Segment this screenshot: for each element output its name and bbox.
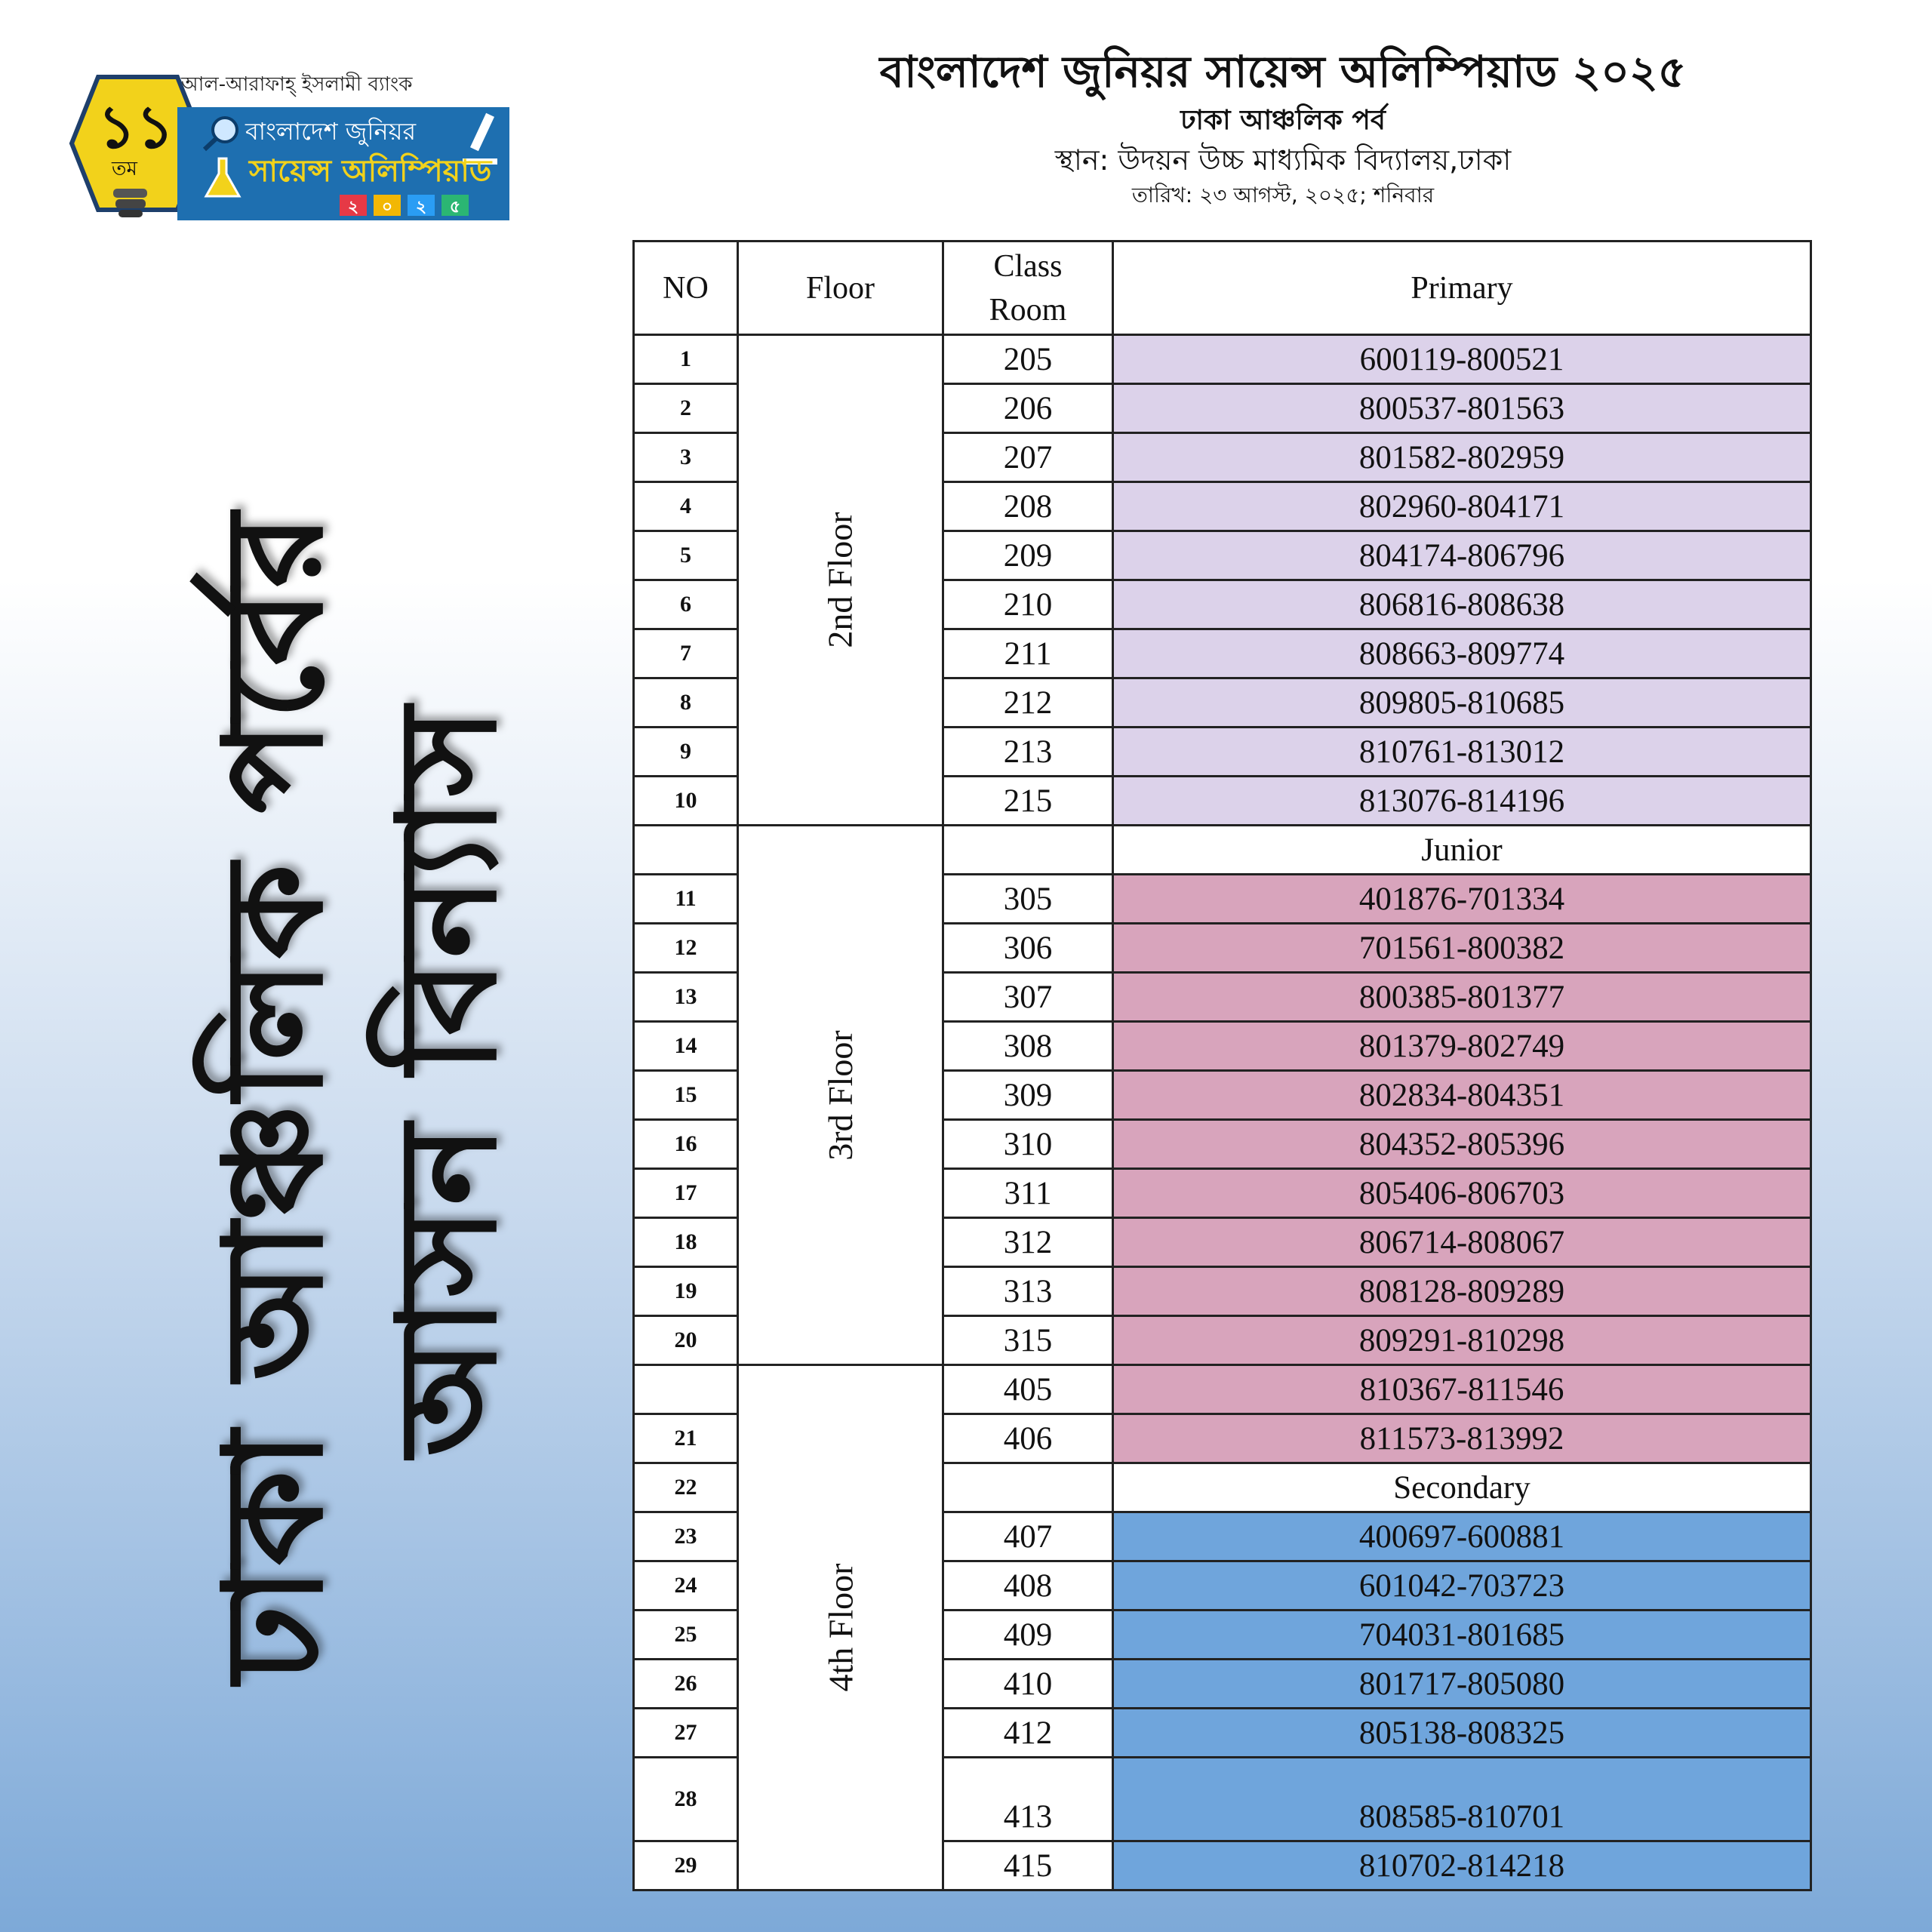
side-title-line1: ঢাকা আঞ্চলিক পর্বের	[195, 512, 353, 1683]
logo-year-digit-2: ০	[381, 198, 393, 217]
header-primary: Primary	[1113, 242, 1811, 335]
row-room: 410	[943, 1660, 1113, 1709]
row-roll-range: 813076-814196	[1113, 777, 1811, 826]
bulb-icon	[113, 189, 147, 217]
logo-line1: বাংলাদেশ জুনিয়র	[245, 117, 417, 146]
secondary-section-label: Secondary	[1113, 1463, 1811, 1512]
row-roll-range: 808663-809774	[1113, 629, 1811, 678]
row-no: 15	[634, 1071, 738, 1120]
row-no: 6	[634, 580, 738, 629]
logo-year-digit-1: ২	[347, 198, 359, 217]
logo-edition-suffix: তম	[112, 158, 137, 180]
row-room: 415	[943, 1841, 1113, 1890]
row-roll-range: 810761-813012	[1113, 728, 1811, 777]
row-room: 312	[943, 1218, 1113, 1267]
row-no: 27	[634, 1709, 738, 1758]
row-roll-range: 809805-810685	[1113, 678, 1811, 728]
row-roll-range: 800537-801563	[1113, 384, 1811, 433]
row-roll-range: 805138-808325	[1113, 1709, 1811, 1758]
document-subtitle: ঢাকা আঞ্চলিক পর্ব	[1180, 105, 1386, 136]
row-room: 308	[943, 1022, 1113, 1071]
row-no: 13	[634, 973, 738, 1022]
row-room: 210	[943, 580, 1113, 629]
row-no: 7	[634, 629, 738, 678]
row-roll-range: 802960-804171	[1113, 482, 1811, 531]
row-roll-range: 801717-805080	[1113, 1660, 1811, 1709]
logo-edition-number: ১১	[97, 94, 174, 162]
junior-section-label: Junior	[1113, 826, 1811, 875]
row-room: 211	[943, 629, 1113, 678]
row-room: 315	[943, 1316, 1113, 1365]
floor-cell	[738, 826, 943, 1365]
row-room: 213	[943, 728, 1113, 777]
row-roll-range: 808585-810701	[1113, 1758, 1811, 1841]
row-room: 306	[943, 924, 1113, 973]
seat-plan-body	[634, 335, 1811, 1890]
row-no: 2	[634, 384, 738, 433]
row-no: 26	[634, 1660, 738, 1709]
row-roll-range: 806816-808638	[1113, 580, 1811, 629]
row-room: 307	[943, 973, 1113, 1022]
row-no: 10	[634, 777, 738, 826]
table-header-row	[634, 242, 1811, 335]
row-no: 20	[634, 1316, 738, 1365]
row-room: 212	[943, 678, 1113, 728]
row-no: 1	[634, 335, 738, 384]
row-roll-range: 800385-801377	[1113, 973, 1811, 1022]
document-venue: স্থান: উদয়ন উচ্চ মাধ্যমিক বিদ্যালয়,ঢাকা	[1054, 143, 1512, 177]
row-roll-range: 804174-806796	[1113, 531, 1811, 580]
floor-label: 4th Floor	[821, 1563, 860, 1692]
row-roll-range: 810702-814218	[1113, 1841, 1811, 1890]
row-no: 23	[634, 1512, 738, 1561]
row-room: 408	[943, 1561, 1113, 1611]
table-row	[634, 1365, 1811, 1414]
row-roll-range: 810367-811546	[1113, 1365, 1811, 1414]
logo-year-digit-3: ২	[415, 198, 427, 217]
floor-label: 3rd Floor	[821, 1029, 860, 1161]
logo-line2: সায়েন্স অলিম্পিয়াড	[249, 154, 492, 189]
row-no: 3	[634, 433, 738, 482]
row-roll-range: 601042-703723	[1113, 1561, 1811, 1611]
row-room: 208	[943, 482, 1113, 531]
row-room: 311	[943, 1169, 1113, 1218]
row-room: 409	[943, 1611, 1113, 1660]
row-room: 215	[943, 777, 1113, 826]
row-room: 313	[943, 1267, 1113, 1316]
row-room: 405	[943, 1365, 1113, 1414]
junior-section-row	[634, 826, 1811, 875]
row-roll-range: 811573-813992	[1113, 1414, 1811, 1463]
olympiad-logo	[64, 68, 517, 223]
document-header	[755, 42, 1811, 211]
row-no: 14	[634, 1022, 738, 1071]
floor-cell	[738, 335, 943, 826]
row-no: 9	[634, 728, 738, 777]
side-title-line2: আসন বিন্যাস	[369, 705, 527, 1457]
row-roll-range: 806714-808067	[1113, 1218, 1811, 1267]
row-no: 25	[634, 1611, 738, 1660]
header-no: NO	[634, 242, 738, 335]
row-room: 207	[943, 433, 1113, 482]
row-no: 18	[634, 1218, 738, 1267]
table-row	[634, 335, 1811, 384]
row-room: 412	[943, 1709, 1113, 1758]
seat-plan-table	[632, 240, 1812, 1891]
row-room: 310	[943, 1120, 1113, 1169]
row-roll-range: 801379-802749	[1113, 1022, 1811, 1071]
row-roll-range: 808128-809289	[1113, 1267, 1811, 1316]
row-room: 309	[943, 1071, 1113, 1120]
row-no: 21	[634, 1414, 738, 1463]
logo-graphic	[64, 68, 517, 223]
row-roll-range: 804352-805396	[1113, 1120, 1811, 1169]
document-title: বাংলাদেশ জুনিয়র সায়েন্স অলিম্পিয়াড ২০২৫	[879, 46, 1687, 97]
row-roll-range: 805406-806703	[1113, 1169, 1811, 1218]
row-no: 8	[634, 678, 738, 728]
row-roll-range: 704031-801685	[1113, 1611, 1811, 1660]
row-roll-range: 809291-810298	[1113, 1316, 1811, 1365]
row-no	[634, 1365, 738, 1414]
row-room	[943, 826, 1113, 875]
row-roll-range: 401876-701334	[1113, 875, 1811, 924]
row-roll-range: 801582-802959	[1113, 433, 1811, 482]
row-room: 413	[943, 1758, 1113, 1841]
row-room: 406	[943, 1414, 1113, 1463]
row-no: 4	[634, 482, 738, 531]
row-room: 205	[943, 335, 1113, 384]
row-room: 407	[943, 1512, 1113, 1561]
logo-sponsor: আল-আরাফাহ্ ইসলামী ব্যাংক	[181, 73, 413, 96]
row-room	[943, 1463, 1113, 1512]
header-room	[943, 242, 1113, 335]
row-roll-range: 400697-600881	[1113, 1512, 1811, 1561]
logo-year-digit-4: ৫	[449, 198, 461, 217]
row-no: 28	[634, 1758, 738, 1841]
document-date: তারিখ: ২৩ আগস্ট, ২০২৫; শনিবার	[1131, 183, 1435, 208]
row-room: 305	[943, 875, 1113, 924]
row-no: 12	[634, 924, 738, 973]
row-no: 5	[634, 531, 738, 580]
row-no: 29	[634, 1841, 738, 1890]
row-no: 17	[634, 1169, 738, 1218]
row-no: 16	[634, 1120, 738, 1169]
row-room: 209	[943, 531, 1113, 580]
row-no	[634, 826, 738, 875]
row-no: 22	[634, 1463, 738, 1512]
row-roll-range: 802834-804351	[1113, 1071, 1811, 1120]
row-no: 24	[634, 1561, 738, 1611]
row-roll-range: 600119-800521	[1113, 335, 1811, 384]
row-no: 19	[634, 1267, 738, 1316]
floor-cell	[738, 1365, 943, 1890]
header-room-text: Class Room	[989, 248, 1067, 328]
row-no: 11	[634, 875, 738, 924]
row-room: 206	[943, 384, 1113, 433]
header-floor: Floor	[738, 242, 943, 335]
floor-label: 2nd Floor	[821, 512, 860, 648]
row-roll-range: 701561-800382	[1113, 924, 1811, 973]
